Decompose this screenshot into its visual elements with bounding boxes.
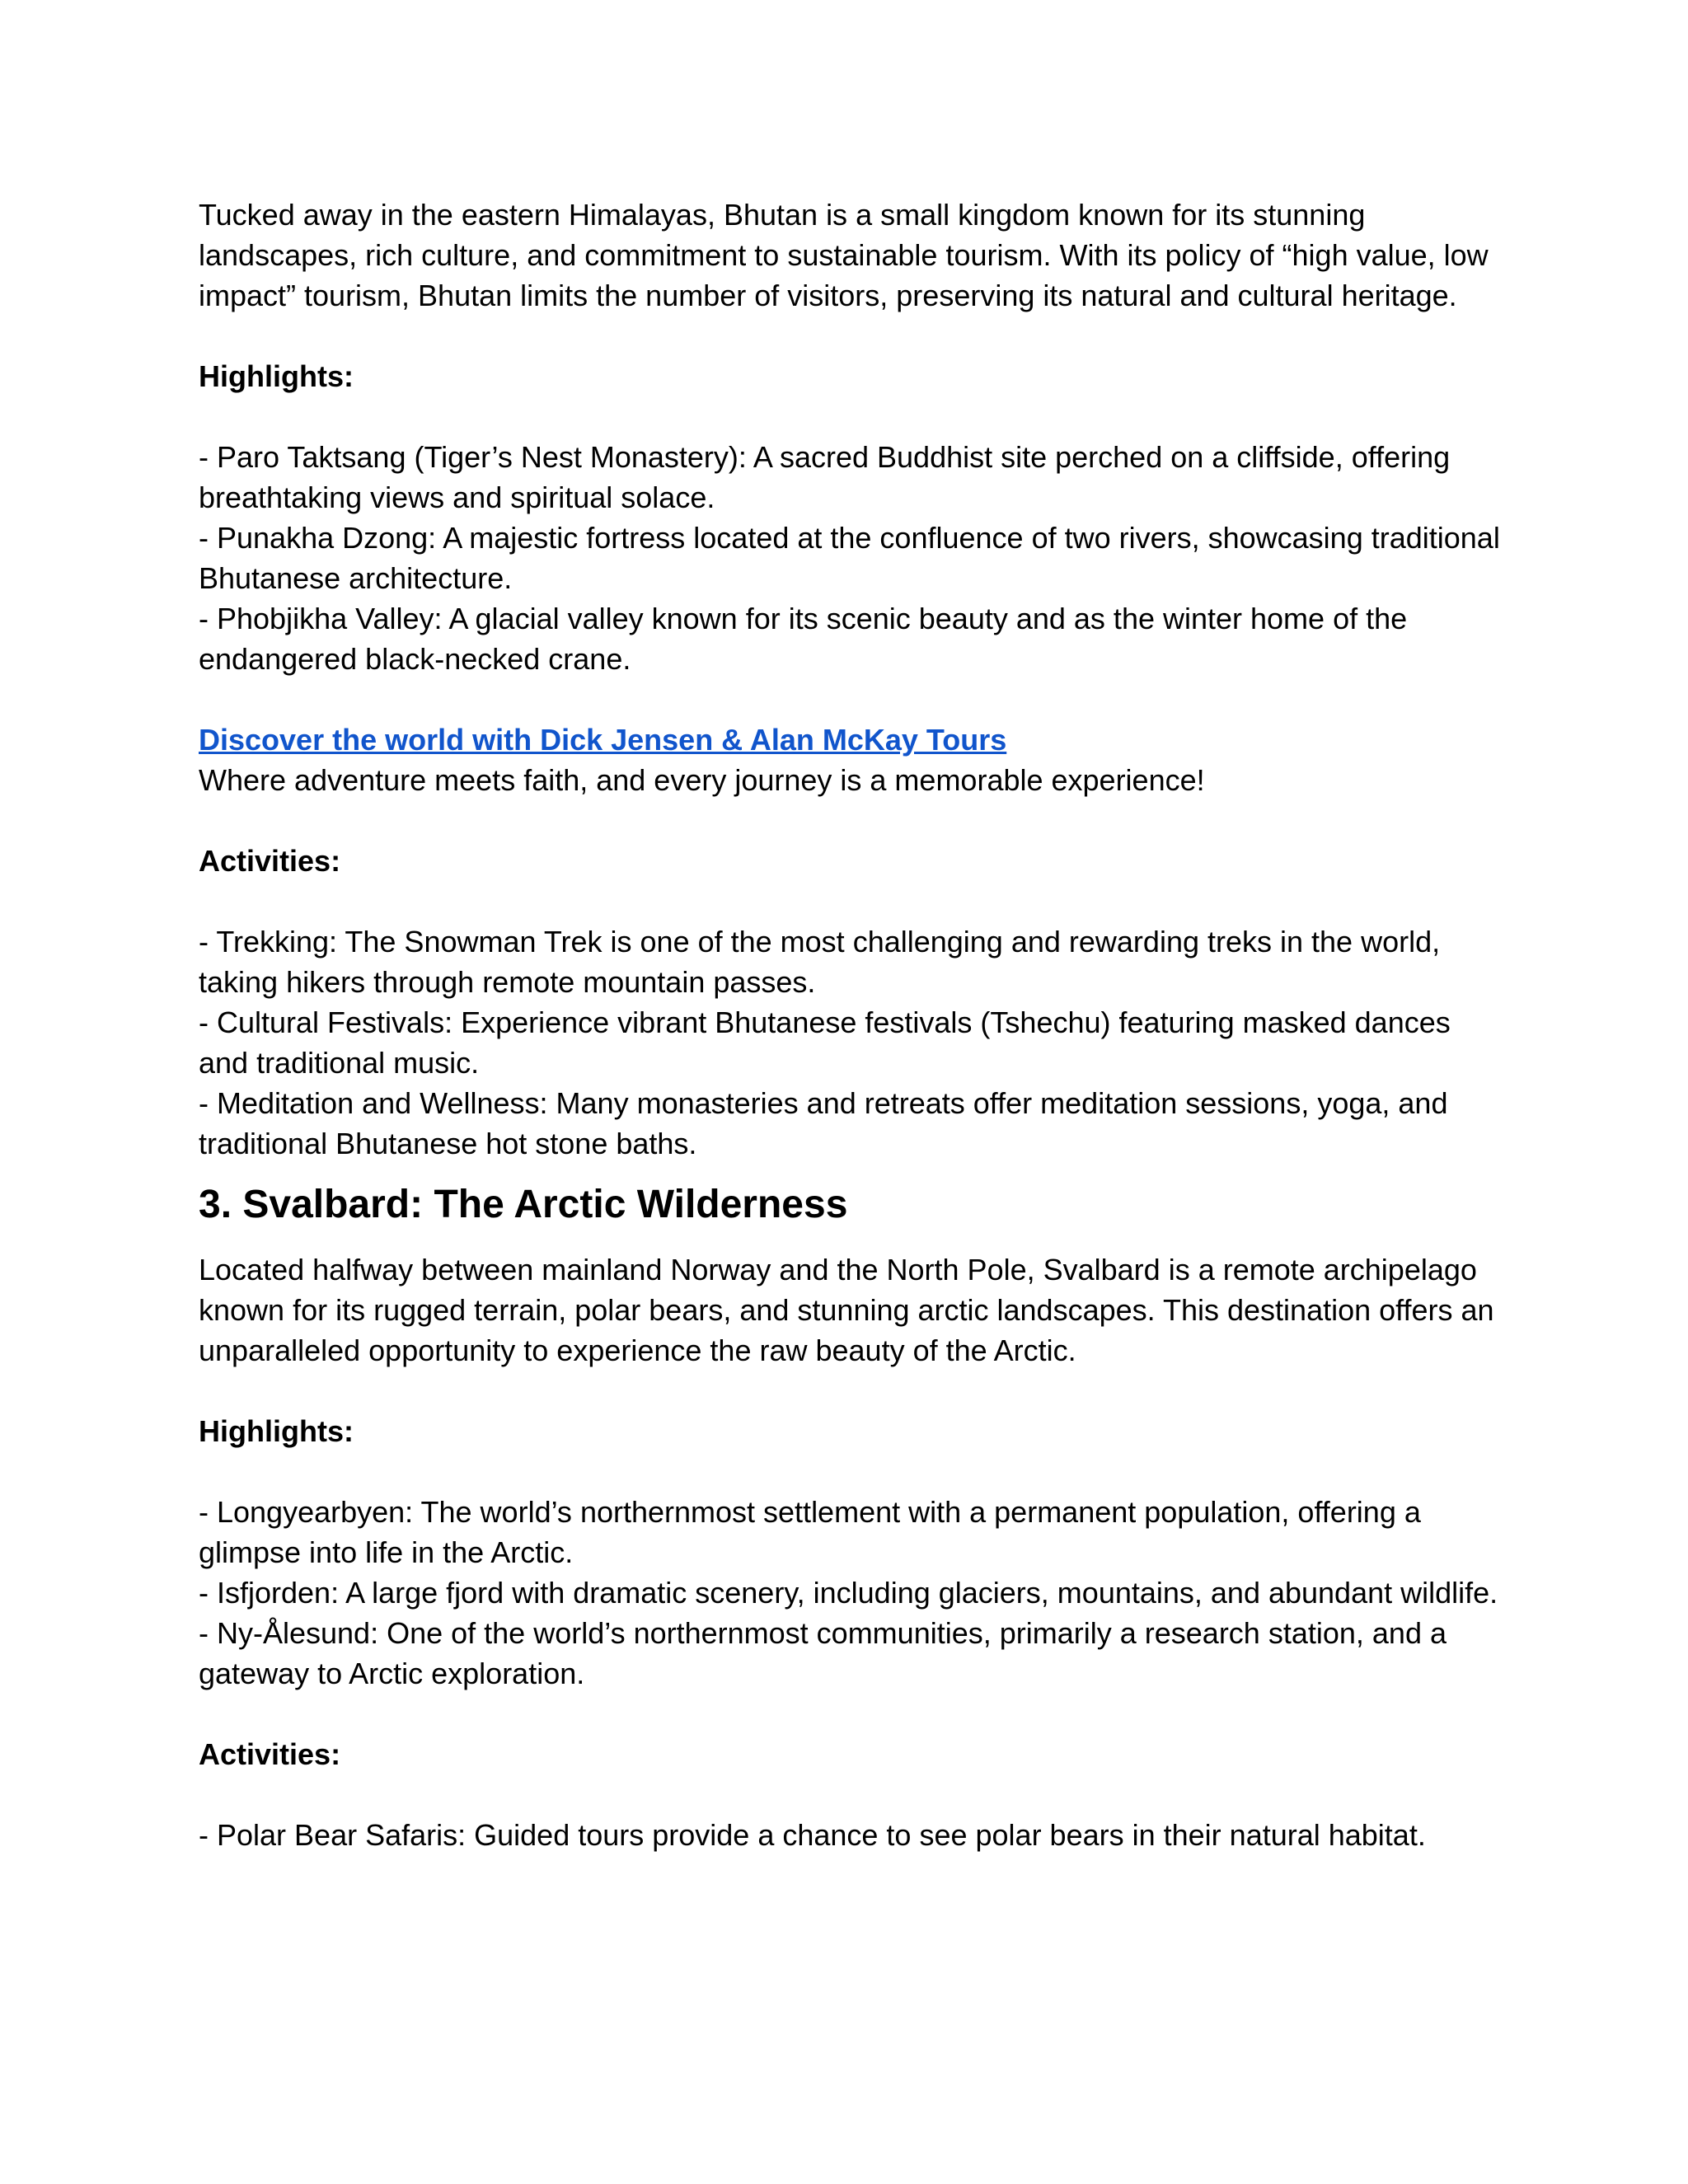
spacer bbox=[199, 1371, 1501, 1411]
svalbard-heading: 3. Svalbard: The Arctic Wilderness bbox=[199, 1183, 848, 1226]
spacer bbox=[199, 679, 1501, 719]
list-item: - Isfjorden: A large fjord with dramatic scenery, including glaciers, mountains, and abundant wildlife. bbox=[199, 1576, 1498, 1610]
svalbard-highlights-label: Highlights: bbox=[199, 1414, 354, 1448]
bhutan-intro: Tucked away in the eastern Himalayas, Bhutan is a small kingdom known for its stunning landscapes, rich culture, and commitment to sustainable tourism. With its policy of “high value, low impact” tourism, Bhutan limits the number of visitors, preserving its natural and cultural heritage. bbox=[199, 198, 1489, 312]
spacer bbox=[199, 881, 1501, 921]
spacer bbox=[199, 1694, 1501, 1734]
bhutan-highlights-label: Highlights: bbox=[199, 359, 354, 393]
list-item: - Longyearbyen: The world’s northernmost settlement with a permanent population, offering a glimpse into life in the Arctic. bbox=[199, 1495, 1421, 1569]
list-item: - Ny-Ålesund: One of the world’s northernmost communities, primarily a research station, and a gateway to Arctic exploration. bbox=[199, 1616, 1447, 1690]
bhutan-activities-label: Activities: bbox=[199, 844, 341, 878]
spacer bbox=[199, 800, 1501, 841]
list-item: - Trekking: The Snowman Trek is one of the most challenging and rewarding treks in the world, taking hikers through remote mountain passes. bbox=[199, 925, 1441, 999]
document-page bbox=[199, 194, 1501, 1855]
promo-block bbox=[199, 719, 1501, 760]
promo-tagline: Where adventure meets faith, and every journey is a memorable experience! bbox=[199, 763, 1205, 797]
list-item: - Meditation and Wellness: Many monasteries and retreats offer meditation sessions, yoga, and traditional Bhutanese hot stone baths. bbox=[199, 1086, 1448, 1160]
list-item: - Phobjikha Valley: A glacial valley known for its scenic beauty and as the winter home of the endangered black-necked crane. bbox=[199, 602, 1408, 676]
list-item: - Polar Bear Safaris: Guided tours provide a chance to see polar bears in their natural habitat. bbox=[199, 1818, 1426, 1852]
svalbard-highlights-list bbox=[199, 1492, 1501, 1694]
svalbard-activities-list bbox=[199, 1815, 1501, 1855]
spacer bbox=[199, 396, 1501, 437]
svalbard-activities-label: Activities: bbox=[199, 1737, 341, 1771]
bhutan-activities-list bbox=[199, 921, 1501, 1164]
spacer bbox=[199, 1774, 1501, 1815]
bhutan-highlights-list bbox=[199, 437, 1501, 679]
promo-link[interactable]: Discover the world with Dick Jensen & Alan McKay Tours bbox=[199, 723, 1007, 757]
list-item: - Paro Taktsang (Tiger’s Nest Monastery): A sacred Buddhist site perched on a cliffside, offering breathtaking views and spiritual solace. bbox=[199, 440, 1451, 514]
list-item: - Punakha Dzong: A majestic fortress located at the confluence of two rivers, showcasing traditional Bhutanese architecture. bbox=[199, 521, 1500, 595]
svalbard-intro: Located halfway between mainland Norway and the North Pole, Svalbard is a remote archipelago known for its rugged terrain, polar bears, and stunning arctic landscapes. This destination offers an unparalleled opportunity to experience the raw beauty of the Arctic. bbox=[199, 1253, 1494, 1367]
list-item: - Cultural Festivals: Experience vibrant Bhutanese festivals (Tshechu) featuring masked dances and traditional music. bbox=[199, 1005, 1451, 1080]
spacer bbox=[199, 316, 1501, 356]
spacer bbox=[199, 1451, 1501, 1492]
